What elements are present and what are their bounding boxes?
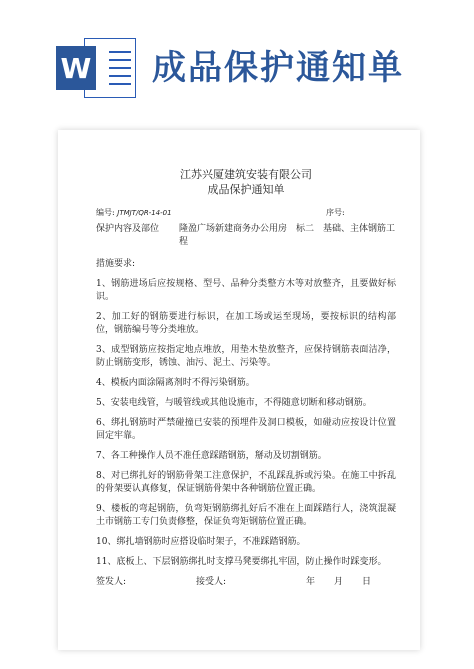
banner-title: 成品保护通知单 <box>152 48 404 88</box>
list-item: 4、模板内面涂隔离剂时不得污染钢筋。 <box>96 378 255 388</box>
banner <box>0 0 474 118</box>
document-content <box>96 168 396 589</box>
list-item: 9、楼板的弯起钢筋，负弯矩钢筋绑扎好后不准在上面踩踏行人，浇筑混凝土市钢筋工专门负责修整，保证负弯矩钢筋位置正确。 <box>96 504 396 527</box>
scope-value: 隆盈广场新建商务办公用房 标二 基础、主体钢筋工程 <box>178 224 395 247</box>
seq-label: 序号: <box>326 208 345 217</box>
signature-row <box>96 576 396 589</box>
list-item: 10、绑扎墙钢筋时应搭设临时架子，不准踩踏钢筋。 <box>96 537 306 547</box>
receiver-label: 接受人: <box>196 577 227 587</box>
list-item: 1、钢筋进场后应按规格、型号、品种分类整方木等对放整齐，且要做好标识。 <box>96 279 396 302</box>
code-field <box>96 206 172 220</box>
list-item: 7、各工种操作人员不准任意踩踏钢筋，掰动及切割钢筋。 <box>96 451 327 461</box>
seq-field <box>326 206 396 220</box>
year-label: 年 <box>306 577 316 587</box>
day-label: 日 <box>362 577 372 587</box>
list-item: 3、成型钢筋应按指定地点堆放，用垫木垫放整齐，应保持钢筋表面洁净，防止钢筋变形，锈蚀、油污、泥土、污染等。 <box>96 345 396 368</box>
word-letter: W <box>56 46 96 90</box>
measures-label: 措施要求: <box>96 259 136 269</box>
company-name: 江苏兴厦建筑安装有限公司 <box>180 168 312 181</box>
measures-list <box>96 278 396 569</box>
list-item: 8、对已绑扎好的钢筋骨架工注意保护，不乱踩乱拆或污染。在施工中拆乱的骨架要认真修复，保证钢筋骨架中各种钢筋位置正确。 <box>96 471 396 494</box>
scope-label: 保护内容及部位 <box>96 224 160 234</box>
code-value: JTMJT/QR-14-01 <box>117 209 172 217</box>
document-page <box>58 130 420 650</box>
list-item: 2、加工好的钢筋要进行标识，在加工场或运至现场，要按标识的结构部位，钢筋编号等分类堆放。 <box>96 312 396 335</box>
document-meta <box>96 206 396 220</box>
scope-row <box>96 223 396 249</box>
list-item: 6、绑扎钢筋时严禁碰撞已安装的预埋件及洞口模板，如碰动应按设计位置回定牢靠。 <box>96 418 396 441</box>
document-title: 成品保护通知单 <box>207 183 285 196</box>
code-label: 编号: <box>96 208 115 217</box>
word-icon <box>56 38 136 98</box>
list-item: 11、底板上、下层钢筋绑扎时支撑马凳要绑扎牢固，防止操作时踩变形。 <box>96 557 387 567</box>
month-label: 月 <box>334 577 344 587</box>
sign-label: 签发人: <box>96 577 127 587</box>
list-item: 5、安装电线管，与暖管线或其他设施市，不得随意切断和移动钢筋。 <box>96 398 372 408</box>
